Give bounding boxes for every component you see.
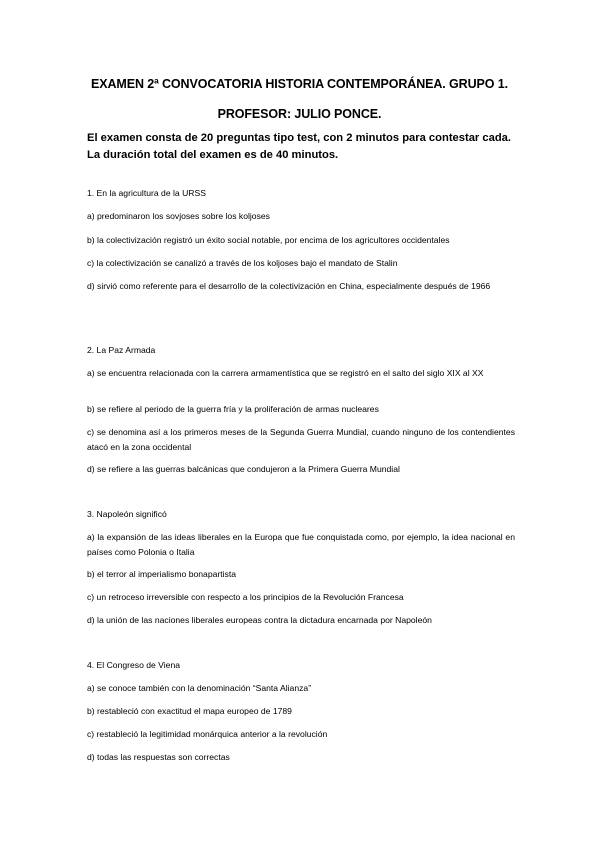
question-3-option-a: a) la expansión de las ideas liberales en la Europa que fue conquistada como, por ejemplo, la idea nacional en países como Polonia o Italia xyxy=(87,532,515,557)
question-1-option-b: b) la colectivización registró un éxito social notable, por encima de los agricultores occidentales xyxy=(87,235,450,245)
question-4-option-c: c) restableció la legitimidad monárquica anterior a la revolución xyxy=(87,729,328,739)
question-3-option-b: b) el terror al imperialismo bonapartista xyxy=(87,569,237,579)
question-1: 1. En la agricultura de la URSS xyxy=(87,188,206,198)
exam-instructions: El examen consta de 20 preguntas tipo test, con 2 minutos para contestar cada. La duración total del examen es de 40 minutos. xyxy=(87,132,512,161)
question-1-option-c: c) la colectivización se canalizó a través de los koljoses bajo el mandato de Stalin xyxy=(87,258,398,268)
question-2-option-b: b) se refiere al periodo de la guerra fría y la proliferación de armas nucleares xyxy=(87,404,379,414)
exam-title: EXAMEN 2ª CONVOCATORIA HISTORIA CONTEMPORÁNEA. GRUPO 1. xyxy=(91,77,508,91)
question-2-option-a: a) se encuentra relacionada con la carrera armamentística que se registró en el salto del siglo XIX al XX xyxy=(87,368,484,378)
question-3-option-c: c) un retroceso irreversible con respecto a los principios de la Revolución Francesa xyxy=(87,592,404,602)
question-4-option-d: d) todas las respuestas son correctas xyxy=(87,752,230,762)
question-4-option-a: a) se conoce también con la denominación “Santa Alianza” xyxy=(87,683,312,693)
question-1-option-a: a) predominaron los sovjoses sobre los koljoses xyxy=(87,211,270,221)
question-3-option-d: d) la unión de las naciones liberales europeas contra la dictadura encarnada por Napoleón xyxy=(87,615,432,625)
question-1-option-d: d) sirvió como referente para el desarrollo de la colectivización en China, especialmente después de 1966 xyxy=(87,281,491,291)
question-2-option-c: c) se denomina así a los primeros meses de la Segunda Guerra Mundial, cuando ninguno de los contendientes atacó en la zona occidental xyxy=(87,427,515,452)
question-2: 2. La Paz Armada xyxy=(87,345,156,355)
question-2-option-d: d) se refiere a las guerras balcánicas que condujeron a la Primera Guerra Mundial xyxy=(87,464,400,474)
professor-line: PROFESOR: JULIO PONCE. xyxy=(217,107,382,121)
question-3: 3. Napoleón significó xyxy=(87,509,167,519)
question-4-option-b: b) restableció con exactitud el mapa europeo de 1789 xyxy=(87,706,292,716)
question-4: 4. El Congreso de Viena xyxy=(87,660,181,670)
